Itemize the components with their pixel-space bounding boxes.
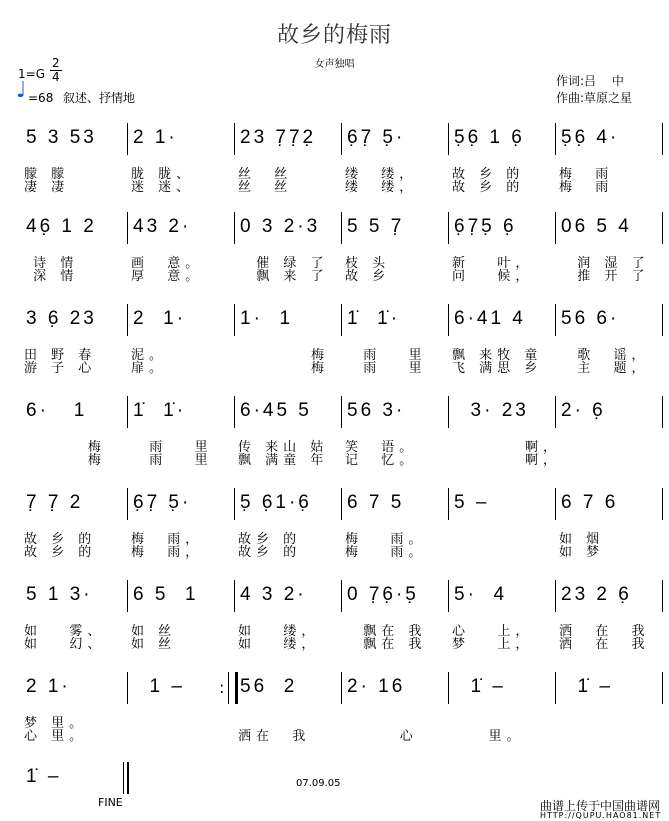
song-title: 故乡的梅雨 xyxy=(276,23,392,48)
lyric-text: 雨 里 xyxy=(131,440,213,455)
lyric-text: 催 绿 了 xyxy=(238,256,329,271)
measure xyxy=(341,672,449,702)
lyric-text: 心 里。 xyxy=(24,729,88,744)
measure-notes: 1̇ 1̇· xyxy=(347,308,401,329)
lyric-text: 梅 雨， xyxy=(131,532,204,547)
measure xyxy=(20,396,128,426)
subtitle: 女声独唱 xyxy=(314,59,355,70)
measure xyxy=(448,123,556,153)
measure-notes: 5· 4 xyxy=(454,584,508,605)
measure xyxy=(555,123,663,153)
measure-notes: 0 7̣6̣·5̣ xyxy=(347,584,419,605)
lyric-text: 梦 里。 xyxy=(24,716,88,731)
measure-notes: 6·45 5 xyxy=(240,400,312,421)
lyric-text: 故 乡 的 xyxy=(452,167,525,182)
measure xyxy=(234,488,342,518)
measure xyxy=(20,304,128,334)
lyric-line-2 xyxy=(20,633,660,652)
lyric-text: 梅 雨， xyxy=(131,545,204,560)
measure-notes: 6·41 4 xyxy=(454,308,526,329)
measure-notes: 23 2 6̣ xyxy=(561,584,632,605)
lyric-text: 游 子 心 xyxy=(24,361,97,376)
measure xyxy=(234,304,342,334)
lyric-text: 枝 头 xyxy=(345,256,391,271)
lyric-text: 梅 雨 xyxy=(559,167,614,182)
lyric-text: 啊， xyxy=(452,453,562,468)
measure-notes: 06 5 4 xyxy=(561,216,632,237)
lyric-text: 丝 丝 xyxy=(238,180,293,195)
footer-url: HTTP://QUPU.HAO81.NET xyxy=(540,811,662,820)
measure xyxy=(448,304,556,334)
measure xyxy=(448,396,556,426)
barline xyxy=(662,304,663,336)
lyric-text: 故乡 的 xyxy=(238,545,302,560)
lyric-text: 雨 里 xyxy=(345,348,427,363)
measure-notes: 56 2 xyxy=(240,676,298,697)
lyric-text: 推 开 了 xyxy=(559,269,650,284)
lyric-text: 主 题， xyxy=(559,361,650,376)
measure-notes: 1̇ – xyxy=(561,676,613,697)
lyric-text: 如 丝 xyxy=(131,624,177,639)
lyric-text: 润 湿 了 xyxy=(559,256,650,271)
fine-mark: FINE xyxy=(98,796,123,809)
measure-notes: 0 3 2·3 xyxy=(240,216,321,237)
measure xyxy=(20,212,128,242)
measure-notes: 2 1· xyxy=(133,308,187,329)
lyric-line-2 xyxy=(20,176,660,195)
lyric-text: 如 丝 xyxy=(131,637,177,652)
lyric-text: 问 候， xyxy=(452,269,534,284)
measure xyxy=(234,672,342,702)
lyric-text: 飘在 我 xyxy=(345,637,427,652)
measure xyxy=(234,212,342,242)
time-bottom: 4 xyxy=(52,70,60,84)
measure-notes: 6̣7̣5̣ 6̣ xyxy=(454,216,517,237)
final-barline xyxy=(123,762,124,794)
measure xyxy=(555,396,663,426)
measure xyxy=(127,580,235,610)
lyric-text: 朦 朦 xyxy=(24,167,70,182)
lyric-text: 洒 在 我 xyxy=(559,637,650,652)
composer: 作曲:草原之星 xyxy=(556,91,633,105)
measure-notes: 1 – xyxy=(133,676,185,697)
measure xyxy=(448,212,556,242)
measure xyxy=(555,212,663,242)
lyric-text: 故 乡 的 xyxy=(24,545,97,560)
lyric-text: 飘 来牧 童 xyxy=(452,348,543,363)
lyric-text: 泥。 xyxy=(131,348,168,363)
measure xyxy=(448,488,556,518)
lyric-text: 心 xyxy=(345,729,418,744)
measure xyxy=(555,672,663,702)
lyric-text: 缕 缕， xyxy=(345,167,418,182)
measure xyxy=(234,123,342,153)
lyric-text: 故乡 的 xyxy=(238,532,302,547)
measure xyxy=(20,580,128,610)
measure xyxy=(127,212,235,242)
lyric-text: 胧 胧、 xyxy=(131,167,195,182)
measure-notes: 1· 1 xyxy=(240,308,294,329)
lyric-text: 梦 上， xyxy=(452,637,534,652)
measure xyxy=(127,396,235,426)
quarter-note-icon: ♩ xyxy=(16,78,27,103)
measure-notes: 56 6· xyxy=(561,308,620,329)
lyric-text: 缕 缕， xyxy=(345,180,418,195)
barline xyxy=(662,123,663,155)
lyric-text: 飘 来 了 xyxy=(238,269,329,284)
key-signature: 1=G xyxy=(18,67,45,81)
lyric-line-2 xyxy=(20,725,660,744)
measure-notes: 5 1 3· xyxy=(26,584,93,605)
measure-notes: 3 6̣ 23 xyxy=(26,308,97,329)
measure-notes: 4 3 2· xyxy=(240,584,307,605)
lyric-text: 梅 xyxy=(238,348,330,363)
lyric-text: 梅 雨。 xyxy=(345,532,427,547)
measure xyxy=(341,304,449,334)
measure-notes: 5 3 53 xyxy=(26,127,97,148)
measure-notes: 5 – xyxy=(454,492,490,513)
measure xyxy=(127,672,235,702)
measure xyxy=(127,123,235,153)
barline xyxy=(662,672,663,704)
lyricist: 作词:吕 中 xyxy=(556,74,624,88)
measure xyxy=(234,396,342,426)
lyric-text: 新 叶， xyxy=(452,256,534,271)
barline xyxy=(662,396,663,428)
measure xyxy=(127,304,235,334)
barline xyxy=(662,580,663,612)
lyric-text: 梅 雨 xyxy=(559,180,614,195)
measure-notes: 1̇ – xyxy=(26,766,62,787)
lyric-text: 如 雾、 xyxy=(24,624,106,639)
lyric-text: 如 烟 xyxy=(559,532,605,547)
lyric-text: 雨 里 xyxy=(131,453,213,468)
lyric-text: 心 上， xyxy=(452,624,534,639)
measure-notes: 5̣6̣ 1 6̣ xyxy=(454,127,525,148)
lyric-text: 梅 xyxy=(24,453,106,468)
measure xyxy=(341,123,449,153)
measure-notes: 1̇ 1̇· xyxy=(133,400,187,421)
measure-notes: 6 7 5 xyxy=(347,492,405,513)
measure xyxy=(448,672,556,702)
measure-notes: 23 7̣7̣2̣ xyxy=(240,127,317,148)
lyric-line-2 xyxy=(20,265,660,284)
measure-notes: 5̣ 6̣1·6̣ xyxy=(240,492,312,513)
date: 07.09.05 xyxy=(296,778,341,789)
lyric-text: 故 乡 的 xyxy=(452,180,525,195)
tempo: =68 xyxy=(28,91,54,105)
measure-notes: 2· 16 xyxy=(347,676,406,697)
measure xyxy=(341,396,449,426)
lyric-text: 如 梦 xyxy=(559,545,605,560)
measure xyxy=(341,488,449,518)
lyric-text: 记 忆。 xyxy=(345,453,418,468)
measure-notes: 3· 23 xyxy=(454,400,529,421)
time-top: 2 xyxy=(52,56,60,70)
lyric-text: 歌 谣， xyxy=(559,348,650,363)
lyric-text: 洒在 我 xyxy=(238,729,311,744)
lyric-text: 飞 满思 乡 xyxy=(452,361,543,376)
measure-notes: 2· 6̣ xyxy=(561,400,606,421)
lyric-text: 洒 在 我 xyxy=(559,624,650,639)
measure xyxy=(555,580,663,610)
lyric-text: 笑 语。 xyxy=(345,440,418,455)
measure xyxy=(127,488,235,518)
lyric-text: 扉。 xyxy=(131,361,168,376)
barline xyxy=(662,212,663,244)
lyric-text: 飘在 我 xyxy=(345,624,427,639)
measure-notes: 1̇ – xyxy=(454,676,506,697)
measure-notes: 6 5 1 xyxy=(133,584,199,605)
measure-notes: 7̣ 7̣ 2 xyxy=(26,492,84,513)
expression: 叙述、抒情地 xyxy=(63,91,136,105)
measure xyxy=(341,212,449,242)
measure-notes: 2 1· xyxy=(133,127,178,148)
measure xyxy=(20,672,128,702)
measure-notes: 6̣7̣ 5̣· xyxy=(133,492,192,513)
measure xyxy=(555,304,663,334)
lyric-text: 如 缕， xyxy=(238,624,320,639)
measure xyxy=(20,123,128,153)
measure-notes: 5̣6̣ 4· xyxy=(561,127,620,148)
measure-notes: 6 7 6 xyxy=(561,492,619,513)
measure xyxy=(20,488,128,518)
lyric-text: 丝 丝 xyxy=(238,167,293,182)
measure-notes: 6̣7̣ 5̣· xyxy=(347,127,406,148)
lyric-text: 迷 迷、 xyxy=(131,180,195,195)
measure-notes: 2 1· xyxy=(26,676,71,697)
lyric-text: 画 意。 xyxy=(131,256,204,271)
measure xyxy=(234,580,342,610)
lyric-text: 里。 xyxy=(452,729,525,744)
lyric-text: 如 幻、 xyxy=(24,637,106,652)
lyric-line-2 xyxy=(20,449,660,468)
lyric-text: 诗 情 xyxy=(24,256,79,271)
measure-notes: 43 2· xyxy=(133,216,192,237)
lyric-text: 梅 xyxy=(238,361,330,376)
measure-notes: 46̣ 1 2 xyxy=(26,216,97,237)
measure xyxy=(448,580,556,610)
measure-notes: 6· 1 xyxy=(26,400,88,421)
lyric-line-2 xyxy=(20,357,660,376)
lyric-text: 飘 满童 年 xyxy=(238,453,329,468)
lyric-text: 故 乡 xyxy=(345,269,391,284)
lyric-text: 凄 凄 xyxy=(24,180,70,195)
lyric-text: 故 乡 的 xyxy=(24,532,97,547)
measure xyxy=(20,762,128,792)
lyric-text: 梅 xyxy=(24,440,106,455)
footer-site: 曲谱上传于中国曲谱网 xyxy=(540,799,661,813)
lyric-text: 如 缕， xyxy=(238,637,320,652)
lyric-text: 梅 雨。 xyxy=(345,545,427,560)
lyric-text: 田 野 春 xyxy=(24,348,97,363)
measure xyxy=(341,580,449,610)
lyric-text: 啊， xyxy=(452,440,562,455)
lyric-line-2 xyxy=(20,541,660,560)
lyric-text: 传 来山 姑 xyxy=(238,440,329,455)
lyric-text: 深 情 xyxy=(24,269,79,284)
barline xyxy=(662,488,663,520)
measure-notes: 56 3· xyxy=(347,400,406,421)
lyric-text: 雨 里 xyxy=(345,361,427,376)
measure xyxy=(555,488,663,518)
measure-notes: 5 5 7̣ xyxy=(347,216,405,237)
lyric-text: 厚 意。 xyxy=(131,269,204,284)
